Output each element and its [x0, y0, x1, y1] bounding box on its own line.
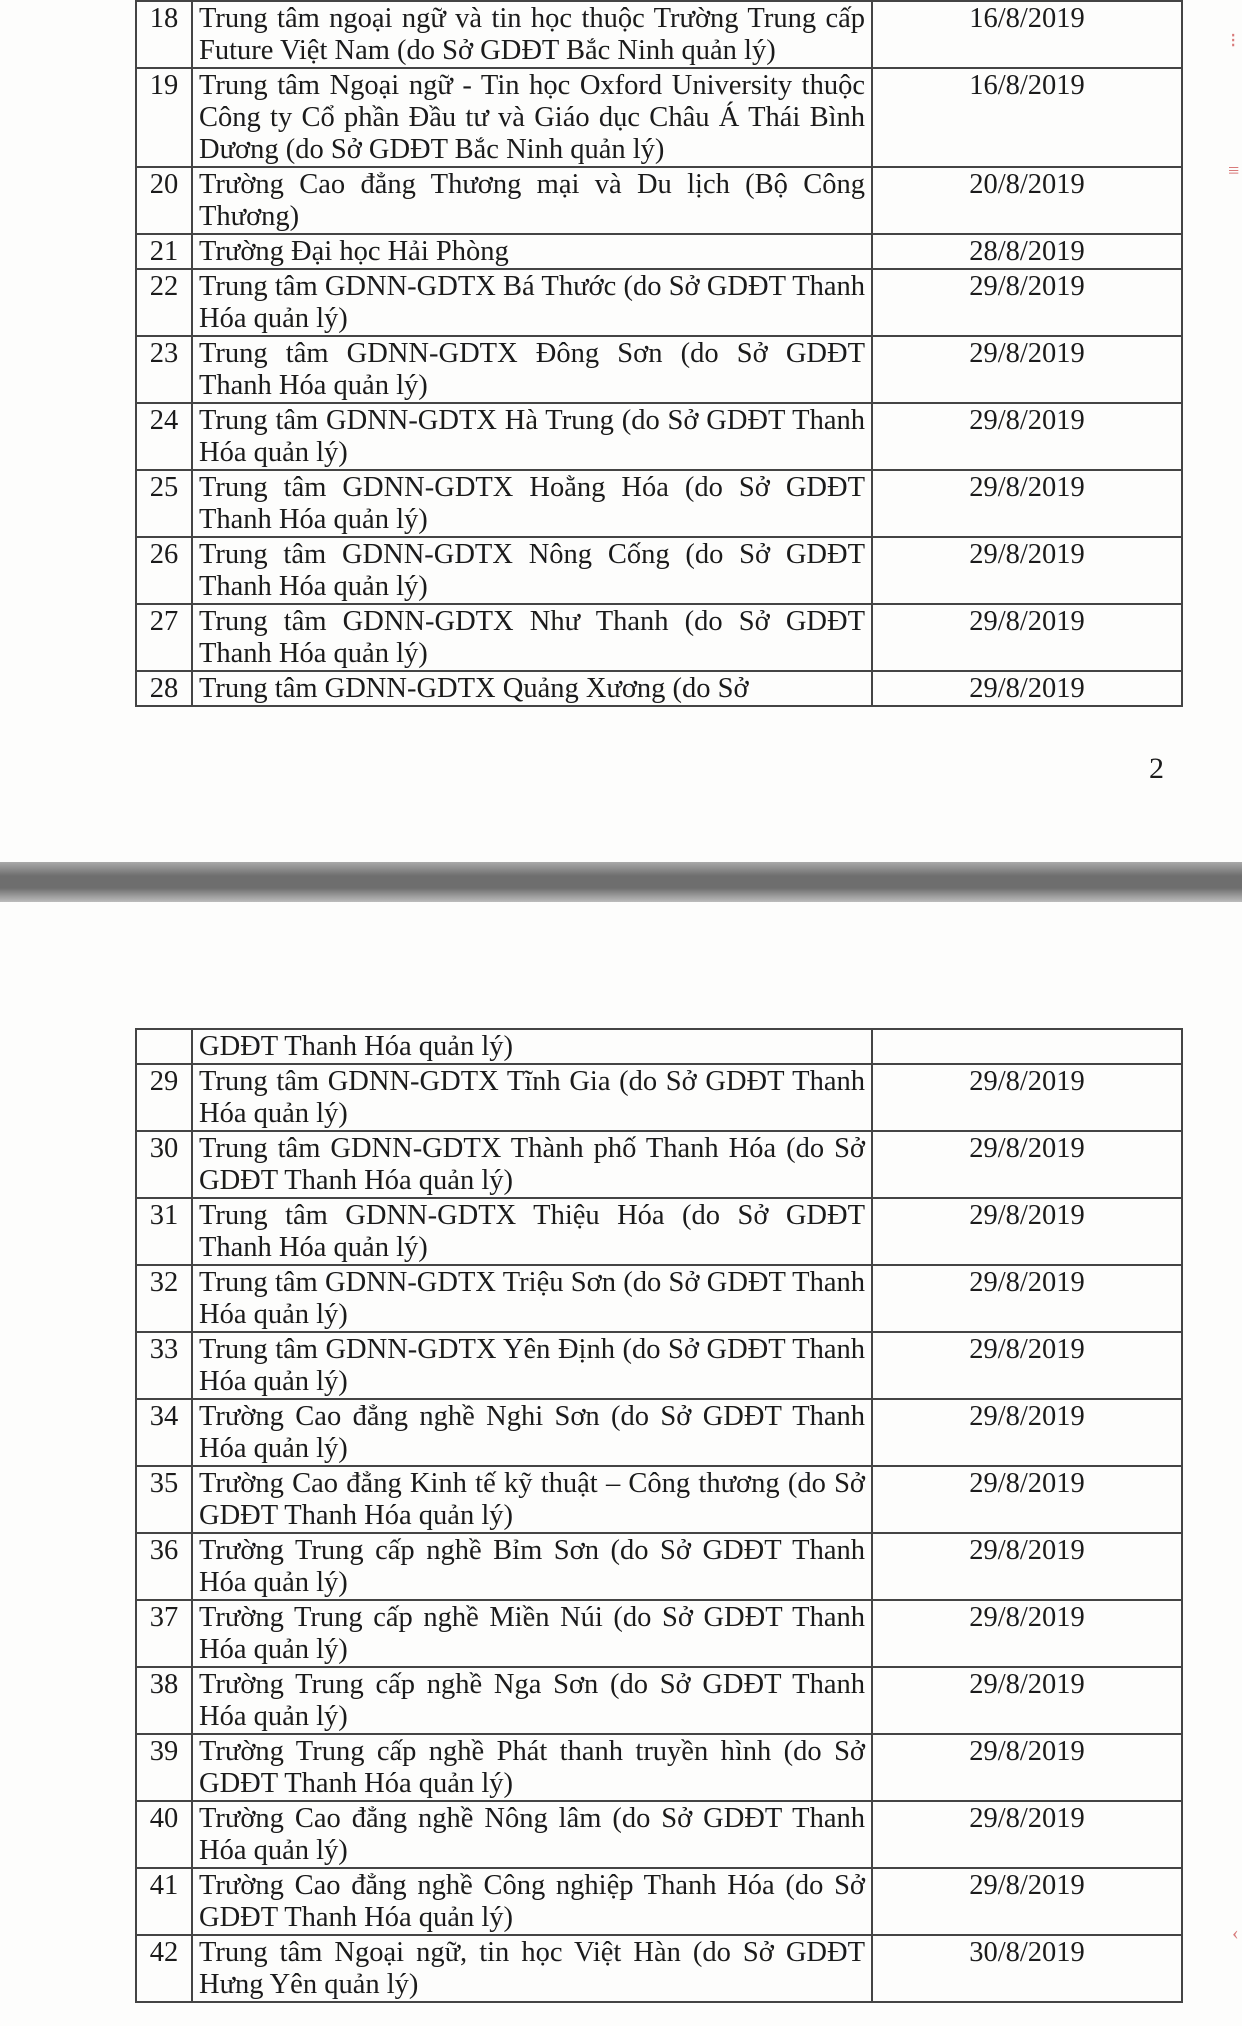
approval-date: 29/8/2019	[872, 537, 1182, 604]
approval-date: 16/8/2019	[872, 68, 1182, 167]
institution-name: Trường Trung cấp nghề Nga Sơn (do Sở GDĐT Thanh Hóa quản lý)	[192, 1667, 872, 1734]
row-number: 39	[136, 1734, 192, 1801]
table-row	[136, 1265, 1182, 1332]
margin-stamp-mark: ‹	[1232, 1922, 1239, 1944]
institution-name: Trung tâm GDNN-GDTX Đông Sơn (do Sở GDĐT Thanh Hóa quản lý)	[192, 336, 872, 403]
approval-date: 29/8/2019	[872, 1801, 1182, 1868]
approval-date: 29/8/2019	[872, 1734, 1182, 1801]
institution-name: Trung tâm Ngoại ngữ - Tin học Oxford University thuộc Công ty Cổ phần Đầu tư và Giáo dục Châu Á Thái Bình Dương (do Sở GDĐT Bắc Ninh quản lý)	[192, 68, 872, 167]
table-row	[136, 537, 1182, 604]
row-number: 20	[136, 167, 192, 234]
approval-date: 29/8/2019	[872, 1533, 1182, 1600]
approval-date: 29/8/2019	[872, 1265, 1182, 1332]
table-row	[136, 470, 1182, 537]
approval-date: 16/8/2019	[872, 1, 1182, 68]
institution-name: Trường Cao đẳng Kinh tế kỹ thuật – Công thương (do Sở GDĐT Thanh Hóa quản lý)	[192, 1466, 872, 1533]
approval-date	[872, 1029, 1182, 1064]
document-page-bottom	[0, 902, 1242, 2026]
row-number: 32	[136, 1265, 192, 1332]
institution-name: GDĐT Thanh Hóa quản lý)	[192, 1029, 872, 1064]
approval-date: 29/8/2019	[872, 1332, 1182, 1399]
approval-date: 29/8/2019	[872, 1466, 1182, 1533]
margin-stamp-mark: ⁝	[1230, 30, 1237, 52]
row-number: 25	[136, 470, 192, 537]
row-number: 34	[136, 1399, 192, 1466]
row-number: 41	[136, 1868, 192, 1935]
institution-name: Trung tâm GDNN-GDTX Tĩnh Gia (do Sở GDĐT Thanh Hóa quản lý)	[192, 1064, 872, 1131]
row-number: 36	[136, 1533, 192, 1600]
table-row	[136, 1198, 1182, 1265]
institution-name: Trung tâm Ngoại ngữ, tin học Việt Hàn (do Sở GDĐT Hưng Yên quản lý)	[192, 1935, 872, 2002]
institution-table-bottom	[135, 1028, 1183, 2003]
table-row	[136, 167, 1182, 234]
approval-date: 29/8/2019	[872, 336, 1182, 403]
approval-date: 29/8/2019	[872, 403, 1182, 470]
approval-date: 29/8/2019	[872, 1131, 1182, 1198]
institution-table-top	[135, 0, 1183, 707]
approval-date: 29/8/2019	[872, 604, 1182, 671]
institution-name: Trung tâm GDNN-GDTX Thiệu Hóa (do Sở GDĐT Thanh Hóa quản lý)	[192, 1198, 872, 1265]
institution-name: Trường Cao đẳng nghề Công nghiệp Thanh Hóa (do Sở GDĐT Thanh Hóa quản lý)	[192, 1868, 872, 1935]
table-row	[136, 1399, 1182, 1466]
approval-date: 29/8/2019	[872, 1198, 1182, 1265]
page-number: 2	[1149, 752, 1164, 785]
institution-name: Trung tâm GDNN-GDTX Như Thanh (do Sở GDĐT Thanh Hóa quản lý)	[192, 604, 872, 671]
row-number: 27	[136, 604, 192, 671]
row-number	[136, 1029, 192, 1064]
institution-name: Trường Trung cấp nghề Phát thanh truyền hình (do Sở GDĐT Thanh Hóa quản lý)	[192, 1734, 872, 1801]
document-page-top	[0, 0, 1242, 862]
approval-date: 29/8/2019	[872, 1868, 1182, 1935]
table-row	[136, 671, 1182, 706]
table-row	[136, 403, 1182, 470]
table-row	[136, 68, 1182, 167]
institution-name: Trường Cao đẳng nghề Nông lâm (do Sở GDĐT Thanh Hóa quản lý)	[192, 1801, 872, 1868]
row-number: 24	[136, 403, 192, 470]
approval-date: 29/8/2019	[872, 1667, 1182, 1734]
institution-name: Trường Cao đẳng nghề Nghi Sơn (do Sở GDĐT Thanh Hóa quản lý)	[192, 1399, 872, 1466]
table-row	[136, 336, 1182, 403]
row-number: 40	[136, 1801, 192, 1868]
institution-name: Trung tâm GDNN-GDTX Hoằng Hóa (do Sở GDĐT Thanh Hóa quản lý)	[192, 470, 872, 537]
institution-name: Trường Trung cấp nghề Bỉm Sơn (do Sở GDĐT Thanh Hóa quản lý)	[192, 1533, 872, 1600]
row-number: 18	[136, 1, 192, 68]
institution-name: Trung tâm GDNN-GDTX Quảng Xương (do Sở	[192, 671, 872, 706]
approval-date: 28/8/2019	[872, 234, 1182, 269]
table-row	[136, 269, 1182, 336]
table-row	[136, 1533, 1182, 1600]
row-number: 42	[136, 1935, 192, 2002]
approval-date: 29/8/2019	[872, 671, 1182, 706]
row-number: 37	[136, 1600, 192, 1667]
page-divider	[0, 862, 1242, 902]
row-number: 22	[136, 269, 192, 336]
row-number: 28	[136, 671, 192, 706]
institution-name: Trung tâm GDNN-GDTX Bá Thước (do Sở GDĐT Thanh Hóa quản lý)	[192, 269, 872, 336]
institution-name: Trung tâm GDNN-GDTX Yên Định (do Sở GDĐT Thanh Hóa quản lý)	[192, 1332, 872, 1399]
approval-date: 29/8/2019	[872, 1399, 1182, 1466]
row-number: 35	[136, 1466, 192, 1533]
approval-date: 29/8/2019	[872, 1600, 1182, 1667]
table-row	[136, 1868, 1182, 1935]
approval-date: 30/8/2019	[872, 1935, 1182, 2002]
row-number: 26	[136, 537, 192, 604]
institution-name: Trung tâm ngoại ngữ và tin học thuộc Trường Trung cấp Future Việt Nam (do Sở GDĐT Bắc Ninh quản lý)	[192, 1, 872, 68]
table-row	[136, 1332, 1182, 1399]
table-row	[136, 1064, 1182, 1131]
approval-date: 29/8/2019	[872, 470, 1182, 537]
table-row	[136, 1667, 1182, 1734]
institution-name: Trung tâm GDNN-GDTX Nông Cống (do Sở GDĐT Thanh Hóa quản lý)	[192, 537, 872, 604]
row-number: 38	[136, 1667, 192, 1734]
table-row	[136, 1600, 1182, 1667]
institution-name: Trường Cao đẳng Thương mại và Du lịch (Bộ Công Thương)	[192, 167, 872, 234]
institution-name: Trường Trung cấp nghề Miền Núi (do Sở GDĐT Thanh Hóa quản lý)	[192, 1600, 872, 1667]
row-number: 33	[136, 1332, 192, 1399]
row-number: 30	[136, 1131, 192, 1198]
table-row	[136, 1734, 1182, 1801]
approval-date: 29/8/2019	[872, 269, 1182, 336]
table-row	[136, 1466, 1182, 1533]
table-row-continuation	[136, 1029, 1182, 1064]
row-number: 21	[136, 234, 192, 269]
institution-name: Trường Đại học Hải Phòng	[192, 234, 872, 269]
row-number: 19	[136, 68, 192, 167]
institution-name: Trung tâm GDNN-GDTX Triệu Sơn (do Sở GDĐT Thanh Hóa quản lý)	[192, 1265, 872, 1332]
row-number: 31	[136, 1198, 192, 1265]
table-row	[136, 604, 1182, 671]
table-row	[136, 1935, 1182, 2002]
institution-name: Trung tâm GDNN-GDTX Hà Trung (do Sở GDĐT Thanh Hóa quản lý)	[192, 403, 872, 470]
approval-date: 29/8/2019	[872, 1064, 1182, 1131]
table-row	[136, 1131, 1182, 1198]
institution-name: Trung tâm GDNN-GDTX Thành phố Thanh Hóa (do Sở GDĐT Thanh Hóa quản lý)	[192, 1131, 872, 1198]
table-row	[136, 234, 1182, 269]
table-row	[136, 1801, 1182, 1868]
margin-stamp-mark: ≡	[1228, 160, 1240, 182]
approval-date: 20/8/2019	[872, 167, 1182, 234]
row-number: 23	[136, 336, 192, 403]
table-row	[136, 1, 1182, 68]
row-number: 29	[136, 1064, 192, 1131]
